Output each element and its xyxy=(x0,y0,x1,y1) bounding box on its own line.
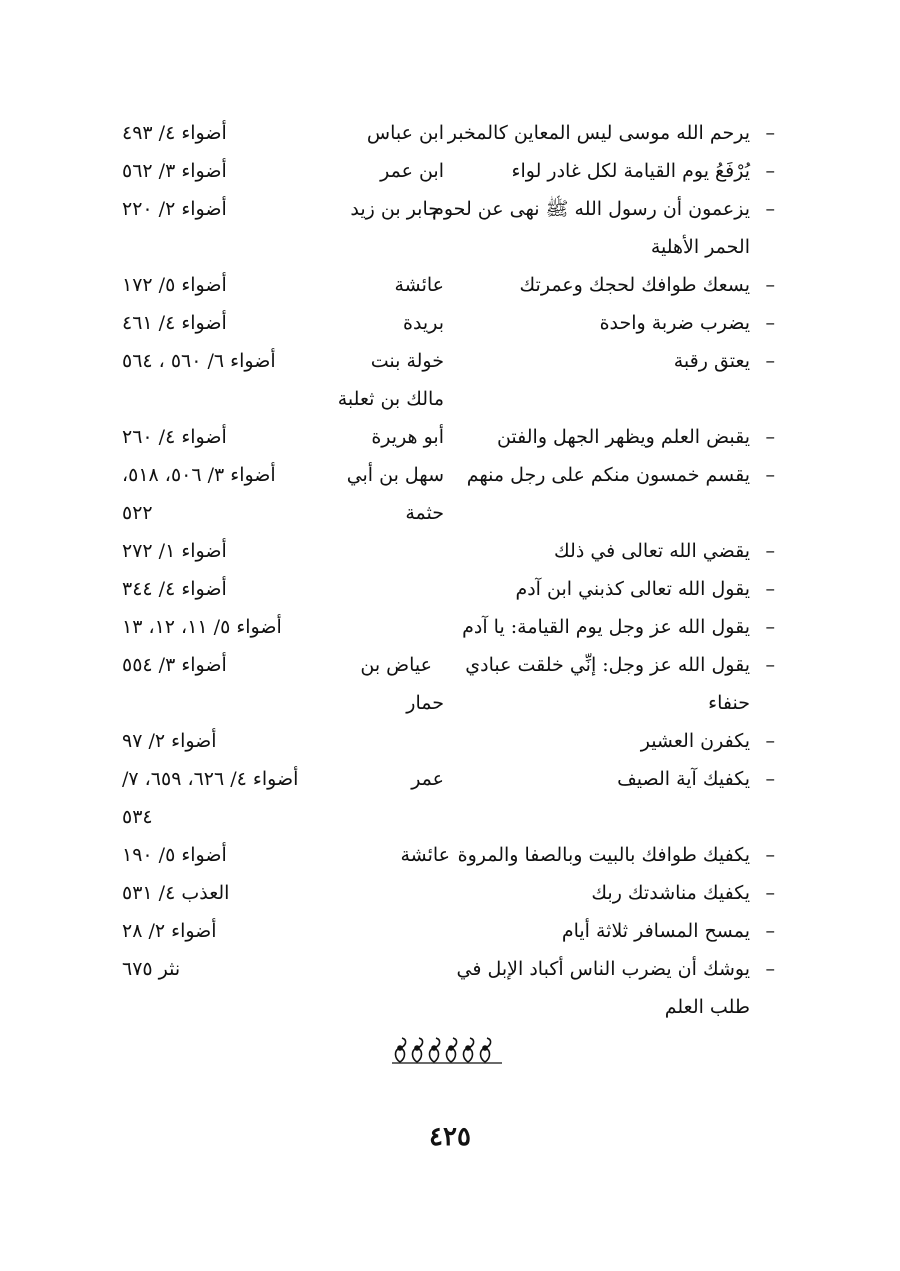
index-entry xyxy=(0,761,900,797)
entry-dash: – xyxy=(765,160,775,182)
source-ref: أضواء ٢/ ٢٨ xyxy=(122,920,217,942)
index-entry-continuation xyxy=(0,381,900,417)
hadith-text: يمسح المسافر ثلاثة أيام xyxy=(561,920,750,942)
source-ref: أضواء ٥/ ١٧٢ xyxy=(122,274,227,296)
index-entry xyxy=(0,723,900,759)
hadith-text: يقول الله عز وجل: إنِّي خلقت عبادي xyxy=(465,654,750,676)
index-entry-continuation xyxy=(0,799,900,835)
source-ref: أضواء ٤/ ٤٩٣ xyxy=(122,122,227,144)
narrator-cont: حمار xyxy=(406,692,444,714)
source-ref: أضواء ٣/ ٥٥٤ xyxy=(122,654,227,676)
ornament-divider-icon xyxy=(390,1036,508,1064)
narrator: ابن عمر xyxy=(380,160,444,182)
narrator: جابر بن زيد xyxy=(350,198,440,220)
index-entry-continuation xyxy=(0,989,900,1025)
index-entry xyxy=(0,533,900,569)
index-entry xyxy=(0,609,900,645)
hadith-text: يُرْفَعُ يوم القيامة لكل غادر لواء xyxy=(511,160,750,182)
index-entry xyxy=(0,647,900,683)
index-entry xyxy=(0,153,900,189)
narrator: عمر xyxy=(411,768,444,790)
entry-dash: – xyxy=(765,540,775,562)
index-entry xyxy=(0,305,900,341)
index-entry-continuation xyxy=(0,685,900,721)
source-ref: أضواء ٣/ ٥٠٦، ٥١٨، xyxy=(122,464,276,486)
narrator: بريدة xyxy=(403,312,444,334)
hadith-text: يقسم خمسون منكم على رجل منهم xyxy=(466,464,750,486)
narrator: سهل بن أبي xyxy=(346,464,444,486)
source-ref: أضواء ٦/ ٥٦٠ ، ٥٦٤ xyxy=(122,350,276,372)
index-entry xyxy=(0,913,900,949)
source-ref-cont: ٥٣٤ xyxy=(122,806,153,828)
source-ref: أضواء ٥/ ١٩٠ xyxy=(122,844,227,866)
hadith-text-cont: حنفاء xyxy=(708,692,750,714)
index-entry xyxy=(0,115,900,151)
entry-dash: – xyxy=(765,350,775,372)
hadith-text: يكفيك مناشدتك ربك xyxy=(591,882,750,904)
hadith-text: يكفيك طوافك بالبيت وبالصفا والمروة xyxy=(457,844,750,866)
hadith-text: يزعمون أن رسول الله ﷺ نهى عن لحوم xyxy=(432,198,750,220)
source-ref: أضواء ٤/ ٤٦١ xyxy=(122,312,227,334)
source-ref: العذب ٤/ ٥٣١ xyxy=(122,882,230,904)
hadith-text: يقول الله تعالى كذبني ابن آدم xyxy=(515,578,750,600)
narrator: ابن عباس xyxy=(366,122,444,144)
hadith-text: يضرب ضربة واحدة xyxy=(599,312,750,334)
entry-dash: – xyxy=(765,920,775,942)
source-ref: نثر ٦٧٥ xyxy=(122,958,181,980)
entry-dash: – xyxy=(765,274,775,296)
entry-dash: – xyxy=(765,312,775,334)
entry-dash: – xyxy=(765,578,775,600)
narrator: عياض بن xyxy=(360,654,432,676)
hadith-text: يقول الله عز وجل يوم القيامة: يا آدم xyxy=(462,616,750,638)
index-entry xyxy=(0,951,900,987)
index-entry xyxy=(0,837,900,873)
source-ref: أضواء ٣/ ٥٦٢ xyxy=(122,160,227,182)
index-entry-continuation xyxy=(0,495,900,531)
entry-dash: – xyxy=(765,882,775,904)
hadith-text: يوشك أن يضرب الناس أكباد الإبل في xyxy=(456,958,750,980)
entry-dash: – xyxy=(765,958,775,980)
hadith-text-cont: الحمر الأهلية xyxy=(650,236,750,258)
entry-dash: – xyxy=(765,768,775,790)
source-ref: أضواء ٢/ ٢٢٠ xyxy=(122,198,227,220)
hadith-text: يقبض العلم ويظهر الجهل والفتن xyxy=(496,426,750,448)
entry-dash: – xyxy=(765,616,775,638)
entry-dash: – xyxy=(765,730,775,752)
narrator-cont: مالك بن ثعلبة xyxy=(337,388,444,410)
hadith-text: يرحم الله موسى ليس المعاين كالمخبر xyxy=(447,122,750,144)
source-ref: أضواء ١/ ٢٧٢ xyxy=(122,540,227,562)
narrator: عائشة xyxy=(400,844,450,866)
entry-dash: – xyxy=(765,198,775,220)
hadith-text: يسعك طوافك لحجك وعمرتك xyxy=(519,274,750,296)
entry-dash: – xyxy=(765,654,775,676)
source-ref: أضواء ٤/ ٦٢٦، ٦٥٩، ٧/ xyxy=(122,768,299,790)
narrator: خولة بنت xyxy=(370,350,444,372)
hadith-text: يقضي الله تعالى في ذلك xyxy=(554,540,750,562)
source-ref: أضواء ٤/ ٣٤٤ xyxy=(122,578,227,600)
hadith-text-cont: طلب العلم xyxy=(664,996,750,1018)
hadith-text: يكفيك آية الصيف xyxy=(617,768,750,790)
index-entry xyxy=(0,571,900,607)
entry-dash: – xyxy=(765,426,775,448)
entry-dash: – xyxy=(765,464,775,486)
index-entry xyxy=(0,343,900,379)
index-entry xyxy=(0,875,900,911)
index-entry xyxy=(0,191,900,227)
narrator: عائشة xyxy=(394,274,444,296)
index-entry xyxy=(0,419,900,455)
hadith-text: يعتق رقبة xyxy=(673,350,750,372)
index-entry-continuation xyxy=(0,229,900,265)
entry-dash: – xyxy=(765,844,775,866)
narrator-cont: حثمة xyxy=(405,502,444,524)
entry-dash: – xyxy=(765,122,775,144)
source-ref: أضواء ٢/ ٩٧ xyxy=(122,730,217,752)
index-entry xyxy=(0,267,900,303)
page-number: ٤٢٥ xyxy=(429,1122,471,1152)
hadith-text: يكفرن العشير xyxy=(640,730,750,752)
source-ref-cont: ٥٢٢ xyxy=(122,502,153,524)
narrator: أبو هريرة xyxy=(371,426,444,448)
source-ref: أضواء ٥/ ١١، ١٢، ١٣ xyxy=(122,616,282,638)
source-ref: أضواء ٤/ ٢٦٠ xyxy=(122,426,227,448)
index-entry xyxy=(0,457,900,493)
